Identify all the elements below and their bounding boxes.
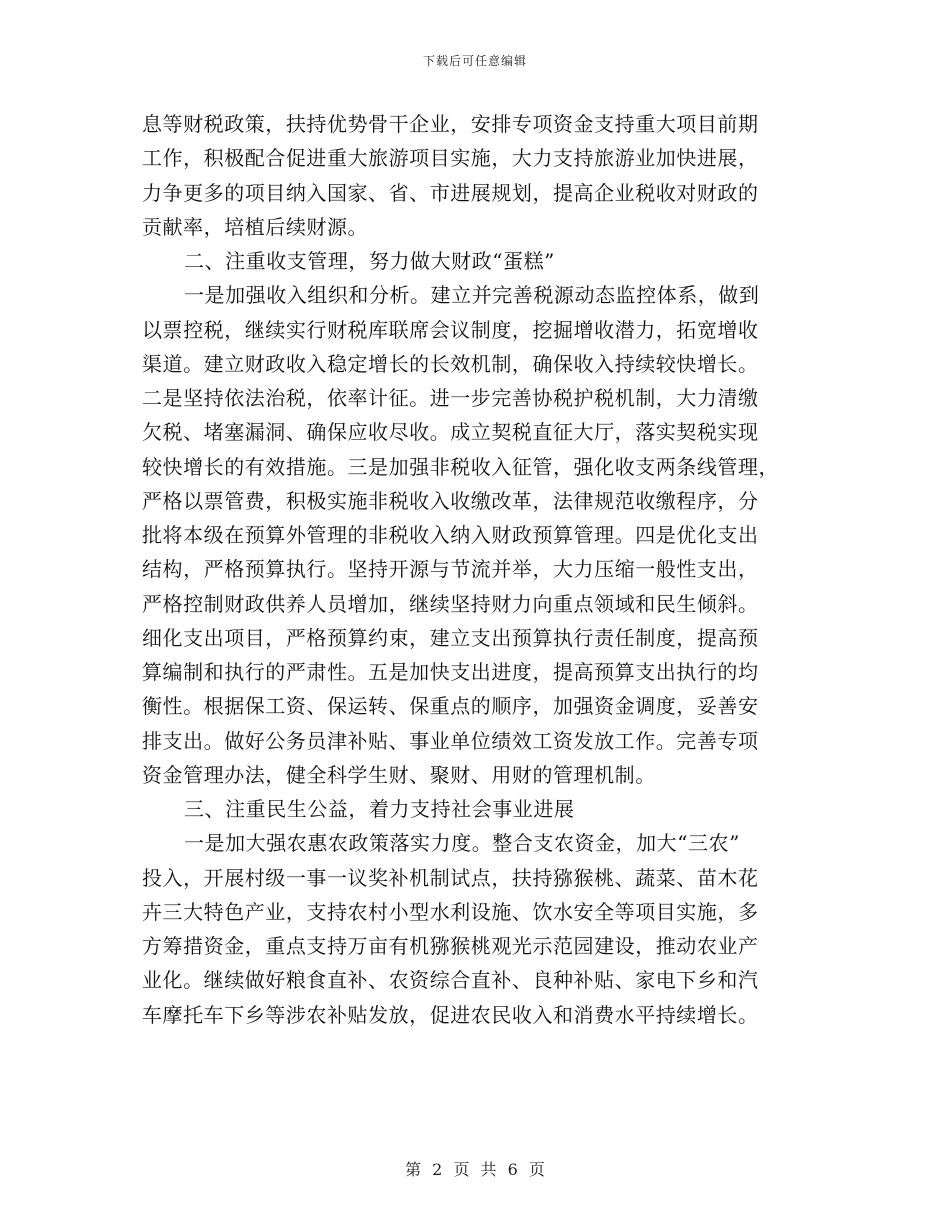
text-line: 以票控税，继续实行财税库联席会议制度，挖掘增收潜力，拓宽增收	[142, 317, 759, 342]
text-line: 方筹措资金，重点支持万亩有机猕猴桃观光示范园建设，推动农业产	[142, 934, 759, 958]
page-header: 下载后可任意编辑	[422, 54, 527, 68]
document-body	[142, 107, 802, 1032]
text-line: 投入，开展村级一事一议奖补机制试点，扶持猕猴桃、蔬菜、苗木花	[142, 865, 759, 890]
text-line: 资金管理办法，健全科学生财、聚财、用财的管理机制。	[142, 762, 656, 787]
text-line: 批将本级在预算外管理的非税收入纳入财政预算管理。四是优化支出	[142, 523, 759, 547]
text-line: 渠道。建立财政收入稳定增长的长效机制，确保收入持续较快增长。	[142, 351, 759, 376]
text-line: 算编制和执行的严肃性。五是加快支出进度，提高预算支出执行的均	[142, 660, 759, 684]
text-line: 细化支出项目，严格预算约束，建立支出预算执行责任制度，提高预	[142, 625, 759, 650]
text-line: 一是加大强农惠农政策落实力度。整合支农资金，加大“三农”	[184, 831, 740, 856]
text-line: 业化。继续做好粮食直补、农资综合直补、良种补贴、家电下乡和汽	[142, 968, 759, 993]
text-line: 排支出。做好公务员津补贴、事业单位绩效工资发放工作。完善专项	[142, 728, 759, 753]
text-line: 车摩托车下乡等涉农补贴发放，促进农民收入和消费水平持续增长。	[142, 1002, 759, 1027]
text-line: 结构，严格预算执行。坚持开源与节流并举，大力压缩一般性支出，	[142, 557, 759, 582]
text-line: 息等财税政策，扶持优势骨干企业，安排专项资金支持重大项目前期	[142, 112, 759, 136]
text-line: 二是坚持依法治税，依率计征。进一步完善协税护税机制，大力清缴	[142, 386, 759, 410]
text-line: 力争更多的项目纳入国家、省、市进展规划，提高企业税收对财政的	[142, 180, 759, 205]
text-line: 贡献率，培植后续财源。	[142, 214, 369, 239]
text-line: 三、注重民生公益，着力支持社会事业进展	[184, 797, 575, 821]
text-line: 衡性。根据保工资、保运转、保重点的顺序，加强资金调度，妥善安	[142, 694, 759, 719]
text-line: 欠税、堵塞漏洞、确保应收尽收。成立契税直征大厅，落实契税实现	[142, 420, 759, 445]
text-line: 较快增长的有效措施。三是加强非税收入征管，强化收支两条线管理，	[142, 454, 780, 479]
text-line: 卉三大特色产业，支持农村小型水利设施、饮水安全等项目实施，多	[142, 899, 759, 924]
text-line: 严格以票管费，积极实施非税收入收缴改革，法律规范收缴程序，分	[142, 488, 759, 513]
text-line: 工作，积极配合促进重大旅游项目实施，大力支持旅游业加快进展，	[142, 146, 759, 171]
text-line: 二、注重收支管理，努力做大财政“蛋糕”	[184, 249, 555, 273]
text-line: 一是加强收入组织和分析。建立并完善税源动态监控体系，做到	[184, 283, 760, 308]
text-line: 严格控制财政供养人员增加，继续坚持财力向重点领域和民生倾斜。	[142, 591, 759, 616]
page-footer: 第 2 页 共 6 页	[405, 1160, 545, 1179]
